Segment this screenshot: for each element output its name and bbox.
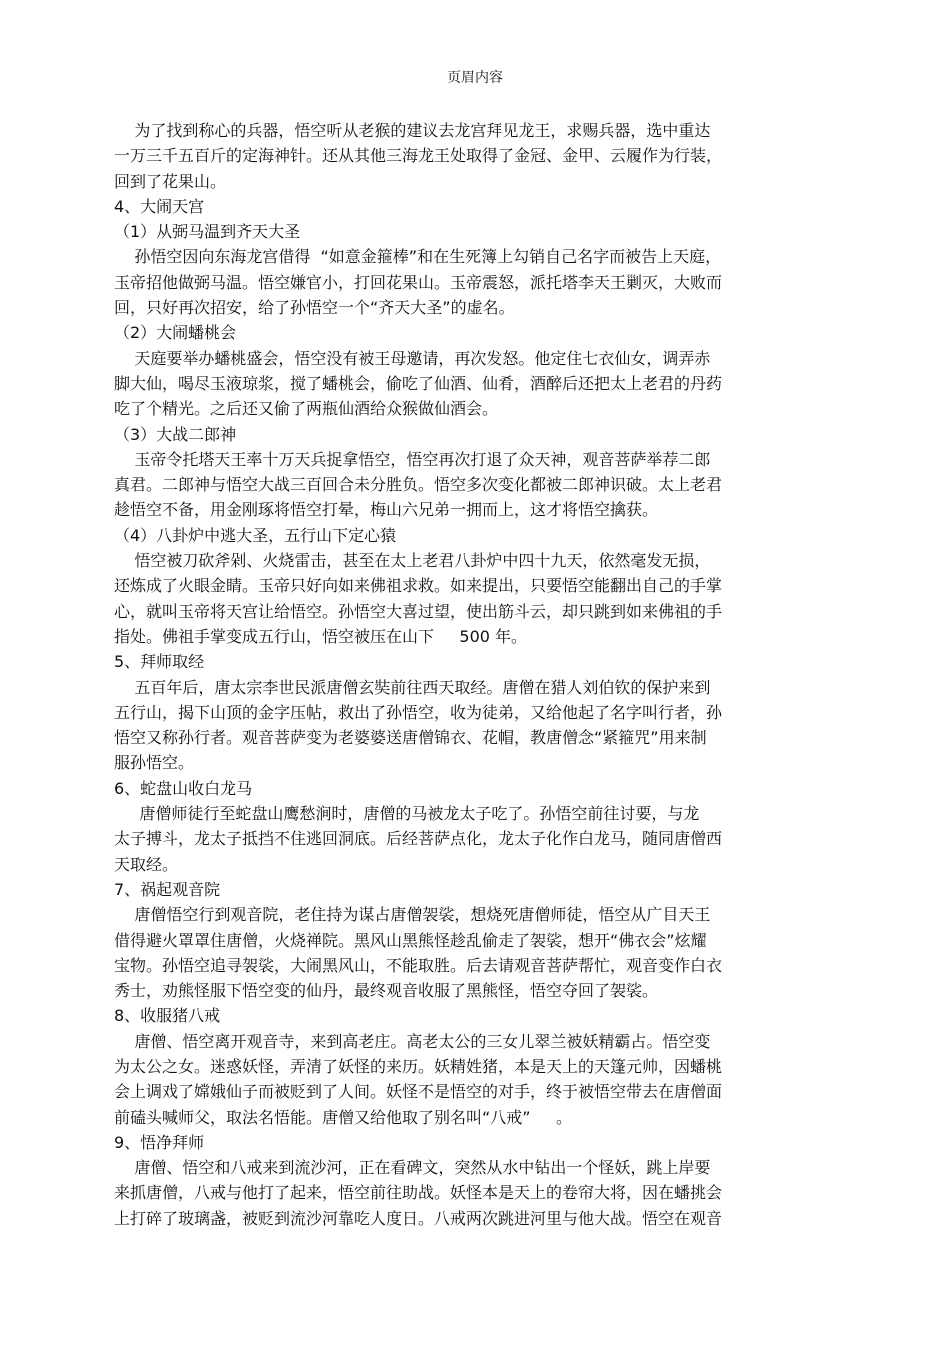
paragraph-line: 一万三千五百斤的定海神针。还从其他三海龙王处取得了金冠、金甲、云履作为行装， bbox=[114, 146, 723, 166]
paragraph-line: 天取经。 bbox=[114, 854, 179, 874]
paragraph-line: 前磕头喊师父，取法名悟能。唐僧又给他取了别名叫“八戒” 。 bbox=[114, 1107, 573, 1127]
section-heading: 6、蛇盘山收白龙马 bbox=[114, 778, 253, 798]
paragraph-line: 回到了花果山。 bbox=[114, 171, 227, 191]
paragraph-line: 天庭要举办蟠桃盛会，悟空没有被王母邀请，再次发怒。他定住七衣仙女，调弄赤 bbox=[114, 348, 711, 368]
paragraph-line: 唐僧悟空行到观音院，老住持为谋占唐僧袈裟，想烧死唐僧师徒，悟空从广目天王 bbox=[114, 905, 711, 925]
paragraph-line: 指处。佛祖手掌变成五行山，悟空被压在山下 500 年。 bbox=[114, 626, 528, 646]
paragraph-line: 趁悟空不备，用金刚琢将悟空打晕，梅山六兄弟一拥而上，这才将悟空擒获。 bbox=[114, 500, 659, 520]
paragraph-line: 回，只好再次招安，给了孙悟空一个“齐天大圣”的虚名。 bbox=[114, 298, 515, 318]
paragraph-line: 五行山，揭下山顶的金字压帖，救出了孙悟空，收为徒弟，又给他起了名字叫行者，孙 bbox=[114, 702, 723, 722]
section-heading: 7、祸起观音院 bbox=[114, 879, 221, 899]
paragraph-line: 为太公之女。迷惑妖怪，弄清了妖怪的来历。妖精姓猪，本是天上的天篷元帅，因蟠桃 bbox=[114, 1056, 723, 1076]
paragraph-line: 玉帝招他做弼马温。悟空嫌官小，打回花果山。玉帝震怒，派托塔李天王剿灭，大败而 bbox=[114, 272, 723, 292]
document-body bbox=[114, 118, 814, 1231]
paragraph-line: 太子搏斗，龙太子抵挡不住逃回洞底。后经菩萨点化，龙太子化作白龙马，随同唐僧西 bbox=[114, 829, 723, 849]
paragraph-line: 秀士，劝熊怪服下悟空变的仙丹，最终观音收服了黑熊怪，悟空夺回了袈裟。 bbox=[114, 981, 659, 1001]
section-heading: 8、收服猪八戒 bbox=[114, 1006, 221, 1026]
paragraph-line: 唐僧、悟空和八戒来到流沙河，正在看碑文，突然从水中钻出一个怪妖，跳上岸要 bbox=[114, 1158, 711, 1178]
paragraph-line: 上打碎了玻璃盏，被贬到流沙河靠吃人度日。八戒两次跳进河里与他大战。悟空在观音 bbox=[114, 1208, 723, 1228]
paragraph-line: 为了找到称心的兵器，悟空听从老猴的建议去龙宫拜见龙王，求赐兵器，选中重达 bbox=[114, 121, 711, 140]
paragraph-line: 唐僧师徒行至蛇盘山鹰愁涧时，唐僧的马被龙太子吃了。孙悟空前往讨要，与龙 bbox=[114, 804, 700, 824]
section-heading: （4）八卦炉中逃大圣，五行山下定心猿 bbox=[114, 525, 397, 545]
page-header: 页眉内容 bbox=[447, 70, 503, 86]
paragraph-line: 借得避火罩罩住唐僧，火烧禅院。黑风山黑熊怪趁乱偷走了袈裟，想开“佛衣会”炫耀 bbox=[114, 930, 707, 950]
paragraph-line: 来抓唐僧，八戒与他打了起来，悟空前往助战。妖怪本是天上的卷帘大将，因在蟠挑会 bbox=[114, 1183, 723, 1203]
paragraph-line: 还炼成了火眼金睛。玉帝只好向如来佛祖求救。如来提出，只要悟空能翻出自己的手掌 bbox=[114, 576, 723, 596]
paragraph-line: 悟空被刀砍斧剁、火烧雷击，甚至在太上老君八卦炉中四十九天，依然毫发无损， bbox=[114, 551, 711, 571]
paragraph-line: 五百年后，唐太宗李世民派唐僧玄奘前往西天取经。唐僧在猎人刘伯钦的保护来到 bbox=[114, 677, 711, 697]
paragraph-line: 服孙悟空。 bbox=[114, 753, 195, 773]
paragraph-line: 会上调戏了嫦娥仙子而被贬到了人间。妖怪不是悟空的对手，终于被悟空带去在唐僧面 bbox=[114, 1082, 723, 1102]
section-heading: 9、悟净拜师 bbox=[114, 1132, 205, 1152]
section-heading: （3）大战二郎神 bbox=[114, 424, 237, 444]
section-heading: 4、大闹天宫 bbox=[114, 196, 205, 216]
paragraph-line: 真君。二郎神与悟空大战三百回合未分胜负。悟空多次变化都被二郎神识破。太上老君 bbox=[114, 475, 723, 495]
paragraph-line: 心，就叫玉帝将天宫让给悟空。孙悟空大喜过望，使出筋斗云，却只跳到如来佛祖的手 bbox=[114, 601, 723, 621]
paragraph-line: 悟空又称孙行者。观音菩萨变为老婆婆送唐僧锦衣、花帽，教唐僧念“紧箍咒”用来制 bbox=[114, 728, 707, 748]
paragraph-line: 吃了个精光。之后还又偷了两瓶仙酒给众猴做仙酒会。 bbox=[114, 399, 499, 419]
paragraph-line: 脚大仙，喝尽玉液琼浆，搅了蟠桃会，偷吃了仙酒、仙肴，酒醉后还把太上老君的丹药 bbox=[114, 373, 723, 393]
paragraph-line: 孙悟空因向东海龙宫借得 “如意金箍棒”和在生死簿上勾销自己名字而被告上天庭， bbox=[114, 247, 722, 267]
paragraph-line: 宝物。孙悟空追寻袈裟，大闹黑风山，不能取胜。后去请观音菩萨帮忙，观音变作白衣 bbox=[114, 955, 723, 975]
section-heading: （2）大闹蟠桃会 bbox=[114, 323, 237, 343]
paragraph-line: 唐僧、悟空离开观音寺，来到高老庄。高老太公的三女儿翠兰被妖精霸占。悟空变 bbox=[114, 1031, 711, 1051]
paragraph-line: 玉帝令托塔天王率十万天兵捉拿悟空，悟空再次打退了众天神，观音菩萨举荐二郎 bbox=[114, 449, 711, 469]
section-heading: （1）从弼马温到齐天大圣 bbox=[114, 222, 301, 242]
section-heading: 5、拜师取经 bbox=[114, 652, 205, 672]
